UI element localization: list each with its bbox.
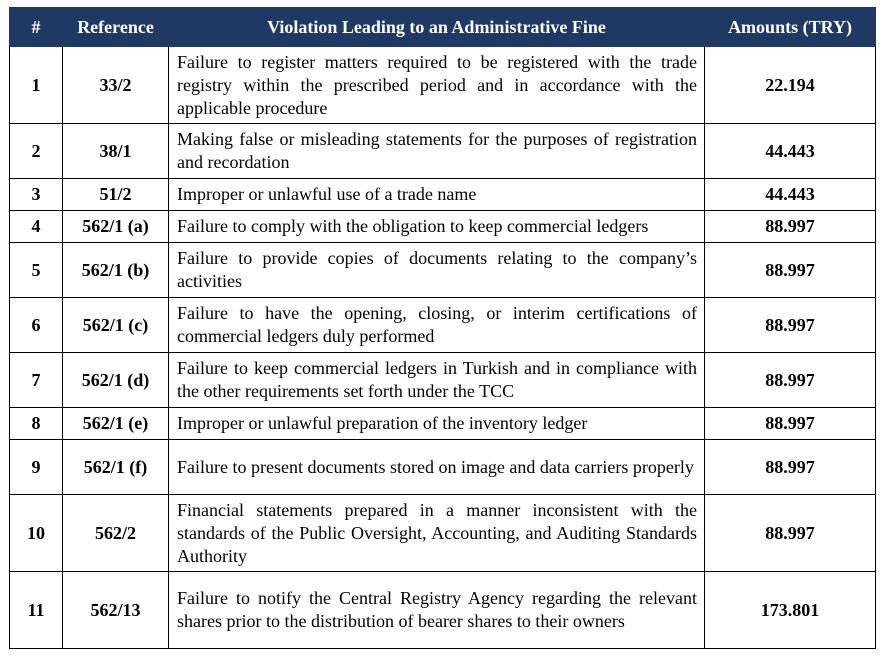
row-number: 3 (10, 179, 63, 211)
row-number: 4 (10, 211, 63, 243)
table-row (10, 495, 876, 572)
table-row (10, 211, 876, 243)
row-violation: Making false or misleading statements for the purposes of registration and recordation (169, 124, 705, 179)
fines-table-container (9, 7, 876, 649)
header-violation: Violation Leading to an Administrative Fine (169, 8, 705, 47)
header-number: # (10, 8, 63, 47)
row-amount: 88.997 (705, 298, 876, 353)
row-amount: 22.194 (705, 47, 876, 124)
row-violation: Failure to present documents stored on image and data carriers properly (169, 440, 705, 495)
row-violation: Financial statements prepared in a manner inconsistent with the standards of the Public Oversight, Accounting, and Auditing Standards Authority (169, 495, 705, 572)
row-number: 8 (10, 408, 63, 440)
row-number: 1 (10, 47, 63, 124)
table-row (10, 353, 876, 408)
row-amount: 88.997 (705, 440, 876, 495)
row-number: 7 (10, 353, 63, 408)
row-reference: 562/2 (63, 495, 169, 572)
row-amount: 88.997 (705, 243, 876, 298)
table-row (10, 179, 876, 211)
row-reference: 562/1 (f) (63, 440, 169, 495)
administrative-fines-table (9, 7, 876, 649)
row-reference: 562/1 (c) (63, 298, 169, 353)
row-number: 10 (10, 495, 63, 572)
row-amount: 88.997 (705, 211, 876, 243)
row-amount: 44.443 (705, 124, 876, 179)
row-violation: Failure to provide copies of documents relating to the company’s activities (169, 243, 705, 298)
row-reference: 562/1 (a) (63, 211, 169, 243)
row-number: 2 (10, 124, 63, 179)
row-reference: 38/1 (63, 124, 169, 179)
row-reference: 562/1 (e) (63, 408, 169, 440)
table-row (10, 408, 876, 440)
row-violation: Failure to register matters required to be registered with the trade registry within the prescribed period and in accordance with the applicable procedure (169, 47, 705, 124)
row-reference: 562/13 (63, 572, 169, 649)
table-row (10, 47, 876, 124)
table-row (10, 124, 876, 179)
table-row (10, 572, 876, 649)
table-row (10, 298, 876, 353)
row-number: 6 (10, 298, 63, 353)
row-number: 9 (10, 440, 63, 495)
row-violation: Improper or unlawful use of a trade name (169, 179, 705, 211)
row-amount: 88.997 (705, 408, 876, 440)
row-amount: 173.801 (705, 572, 876, 649)
header-reference: Reference (63, 8, 169, 47)
row-violation: Failure to keep commercial ledgers in Turkish and in compliance with the other requirements set forth under the TCC (169, 353, 705, 408)
row-reference: 562/1 (b) (63, 243, 169, 298)
row-violation: Failure to have the opening, closing, or interim certifications of commercial ledgers duly performed (169, 298, 705, 353)
row-number: 5 (10, 243, 63, 298)
row-reference: 33/2 (63, 47, 169, 124)
table-row (10, 243, 876, 298)
table-row (10, 440, 876, 495)
header-amount: Amounts (TRY) (705, 8, 876, 47)
row-violation: Failure to notify the Central Registry Agency regarding the relevant shares prior to the distribution of bearer shares to their owners (169, 572, 705, 649)
row-amount: 44.443 (705, 179, 876, 211)
row-reference: 562/1 (d) (63, 353, 169, 408)
row-violation: Failure to comply with the obligation to keep commercial ledgers (169, 211, 705, 243)
table-header-row (10, 8, 876, 47)
row-amount: 88.997 (705, 353, 876, 408)
row-violation: Improper or unlawful preparation of the inventory ledger (169, 408, 705, 440)
row-amount: 88.997 (705, 495, 876, 572)
row-number: 11 (10, 572, 63, 649)
row-reference: 51/2 (63, 179, 169, 211)
